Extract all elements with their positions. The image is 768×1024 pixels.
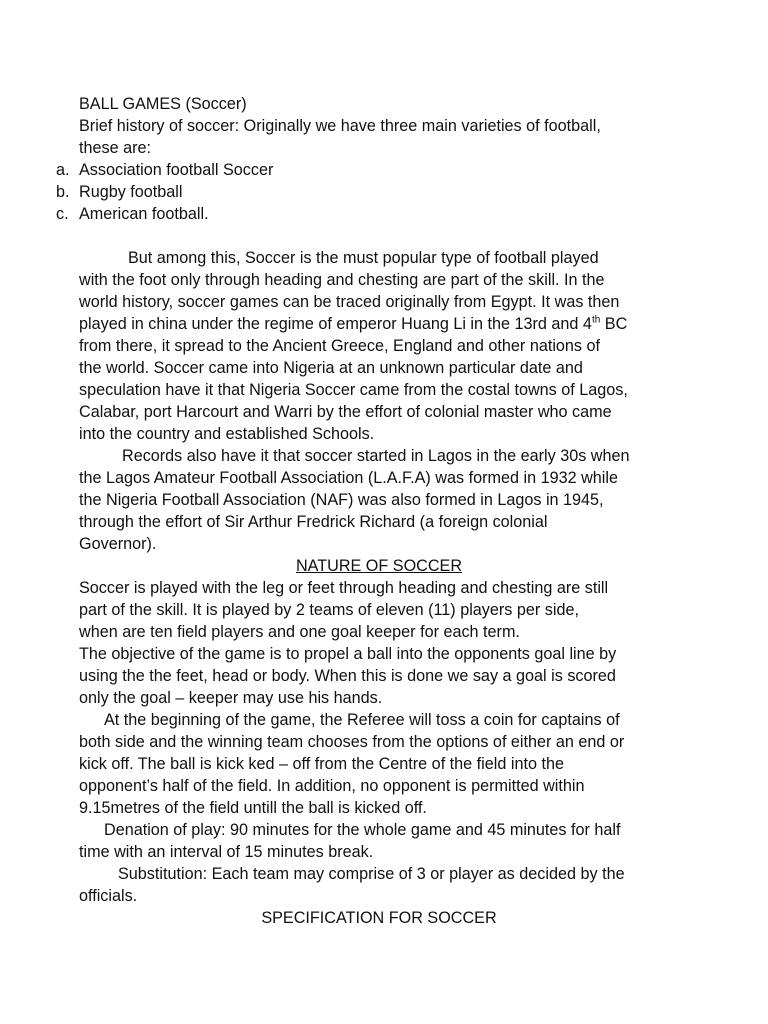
list-item: Association football Soccer [79, 161, 274, 179]
paragraph-line: Governor). [79, 535, 157, 553]
paragraph-line: into the country and established Schools. [79, 425, 375, 443]
paragraph-line: the world. Soccer came into Nigeria at an unknown particular date and [79, 359, 583, 377]
intro-line: these are: [79, 139, 151, 157]
document-title: BALL GAMES (Soccer) [79, 95, 247, 113]
paragraph-line: only the goal – keeper may use his hands. [79, 689, 383, 707]
paragraph-line: At the beginning of the game, the Referee will toss a coin for captains of [104, 711, 620, 729]
paragraph-line: part of the skill. It is played by 2 teams of eleven (11) players per side, [79, 601, 579, 619]
paragraph-line: But among this, Soccer is the must popular type of football played [128, 249, 599, 267]
list-marker: a. [56, 161, 70, 179]
list-item: Rugby football [79, 183, 183, 201]
paragraph-line: through the effort of Sir Arthur Fredrick Richard (a foreign colonial [79, 513, 548, 531]
paragraph-line: time with an interval of 15 minutes break. [79, 843, 374, 861]
section-heading-nature: NATURE OF SOCCER [295, 557, 463, 575]
paragraph-line: speculation have it that Nigeria Soccer came from the costal towns of Lagos, [79, 381, 628, 399]
paragraph-line: Soccer is played with the leg or feet through heading and chesting are still [79, 579, 609, 597]
intro-line: Brief history of soccer: Originally we have three main varieties of football, [79, 117, 601, 135]
section-heading-specification: SPECIFICATION FOR SOCCER [261, 909, 497, 927]
paragraph-line: Denation of play: 90 minutes for the whole game and 45 minutes for half [104, 821, 621, 839]
paragraph-line: kick off. The ball is kick ked – off from the Centre of the field into the [79, 755, 564, 773]
paragraph-line: both side and the winning team chooses from the options of either an end or [79, 733, 625, 751]
paragraph-line: Substitution: Each team may comprise of 3 or player as decided by the [118, 865, 625, 883]
paragraph-line: world history, soccer games can be traced originally from Egypt. It was then [79, 293, 620, 311]
list-marker: c. [56, 205, 69, 223]
list-marker: b. [56, 183, 70, 201]
list-item: American football. [79, 205, 209, 223]
paragraph-line: from there, it spread to the Ancient Greece, England and other nations of [79, 337, 601, 355]
paragraph-line: played in china under the regime of emperor Huang Li in the 13rd and 4th BC [79, 314, 628, 333]
paragraph-line: with the foot only through heading and chesting are part of the skill. In the [79, 271, 605, 289]
paragraph-line: opponent’s half of the field. In addition, no opponent is permitted within [79, 777, 585, 795]
paragraph-line: officials. [79, 887, 138, 905]
paragraph-line: 9.15metres of the field untill the ball is kicked off. [79, 799, 427, 817]
paragraph-line: the Nigeria Football Association (NAF) was also formed in Lagos in 1945, [79, 491, 604, 509]
superscript: th [591, 314, 601, 326]
paragraph-line: Records also have it that soccer started in Lagos in the early 30s when [122, 447, 630, 465]
paragraph-line: using the the feet, head or body. When this is done we say a goal is scored [79, 667, 616, 685]
paragraph-line: The objective of the game is to propel a ball into the opponents goal line by [79, 645, 617, 663]
paragraph-line: when are ten field players and one goal keeper for each term. [79, 623, 520, 641]
paragraph-line: Calabar, port Harcourt and Warri by the effort of colonial master who came [79, 403, 612, 421]
paragraph-line: the Lagos Amateur Football Association (L.A.F.A) was formed in 1932 while [79, 469, 618, 487]
